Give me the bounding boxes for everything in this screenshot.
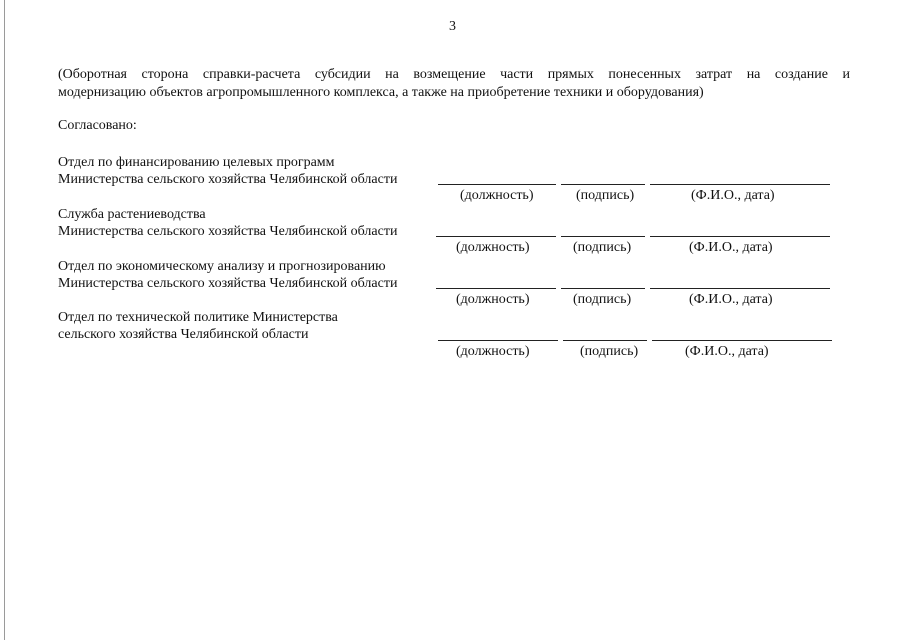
approval-block-finance xyxy=(58,154,848,204)
agreed-label: Согласовано: xyxy=(58,118,137,133)
caption-name-date: (Ф.И.О., дата) xyxy=(689,240,773,255)
name-date-line xyxy=(650,184,830,185)
document-note xyxy=(58,66,850,102)
signature-line xyxy=(563,340,647,341)
department-line-1: Отдел по экономическому анализу и прогнозированию xyxy=(58,259,386,274)
position-line xyxy=(438,340,558,341)
position-line xyxy=(436,236,556,237)
department-name xyxy=(58,258,438,292)
caption-position: (должность) xyxy=(456,344,530,359)
department-line-2: Министерства сельского хозяйства Челябинской области xyxy=(58,224,398,239)
approval-block-economic xyxy=(58,258,848,308)
department-line-1: Служба растениеводства xyxy=(58,207,206,222)
caption-position: (должность) xyxy=(460,188,534,203)
signature-line xyxy=(561,184,645,185)
caption-name-date: (Ф.И.О., дата) xyxy=(691,188,775,203)
caption-signature: (подпись) xyxy=(580,344,639,359)
department-line-2: Министерства сельского хозяйства Челябинской области xyxy=(58,172,398,187)
department-line-1: Отдел по финансированию целевых программ xyxy=(58,155,335,170)
caption-position: (должность) xyxy=(456,292,530,307)
signature-line xyxy=(561,288,645,289)
department-name xyxy=(58,154,438,188)
note-line-1: (Оборотная сторона справки-расчета субсидии на возмещение части прямых понесенных затрат на создание и xyxy=(58,67,850,82)
department-line-2: Министерства сельского хозяйства Челябинской области xyxy=(58,276,398,291)
page-number: 3 xyxy=(449,19,456,34)
name-date-line xyxy=(652,340,832,341)
position-line xyxy=(436,288,556,289)
department-name xyxy=(58,206,438,240)
page-edge-line xyxy=(4,0,5,640)
position-line xyxy=(438,184,556,185)
department-line-1: Отдел по технической политике Министерства xyxy=(58,310,338,325)
note-line-2: модернизацию объектов агропромышленного комплекса, а также на приобретение техники и оборудования) xyxy=(58,85,704,100)
name-date-line xyxy=(650,288,830,289)
signature-line xyxy=(561,236,645,237)
caption-signature: (подпись) xyxy=(573,240,632,255)
caption-signature: (подпись) xyxy=(576,188,635,203)
approval-block-technical xyxy=(58,309,848,359)
name-date-line xyxy=(650,236,830,237)
approval-block-crop xyxy=(58,206,848,256)
caption-name-date: (Ф.И.О., дата) xyxy=(689,292,773,307)
department-name xyxy=(58,309,438,343)
department-line-2: сельского хозяйства Челябинской области xyxy=(58,327,309,342)
caption-position: (должность) xyxy=(456,240,530,255)
caption-name-date: (Ф.И.О., дата) xyxy=(685,344,769,359)
caption-signature: (подпись) xyxy=(573,292,632,307)
